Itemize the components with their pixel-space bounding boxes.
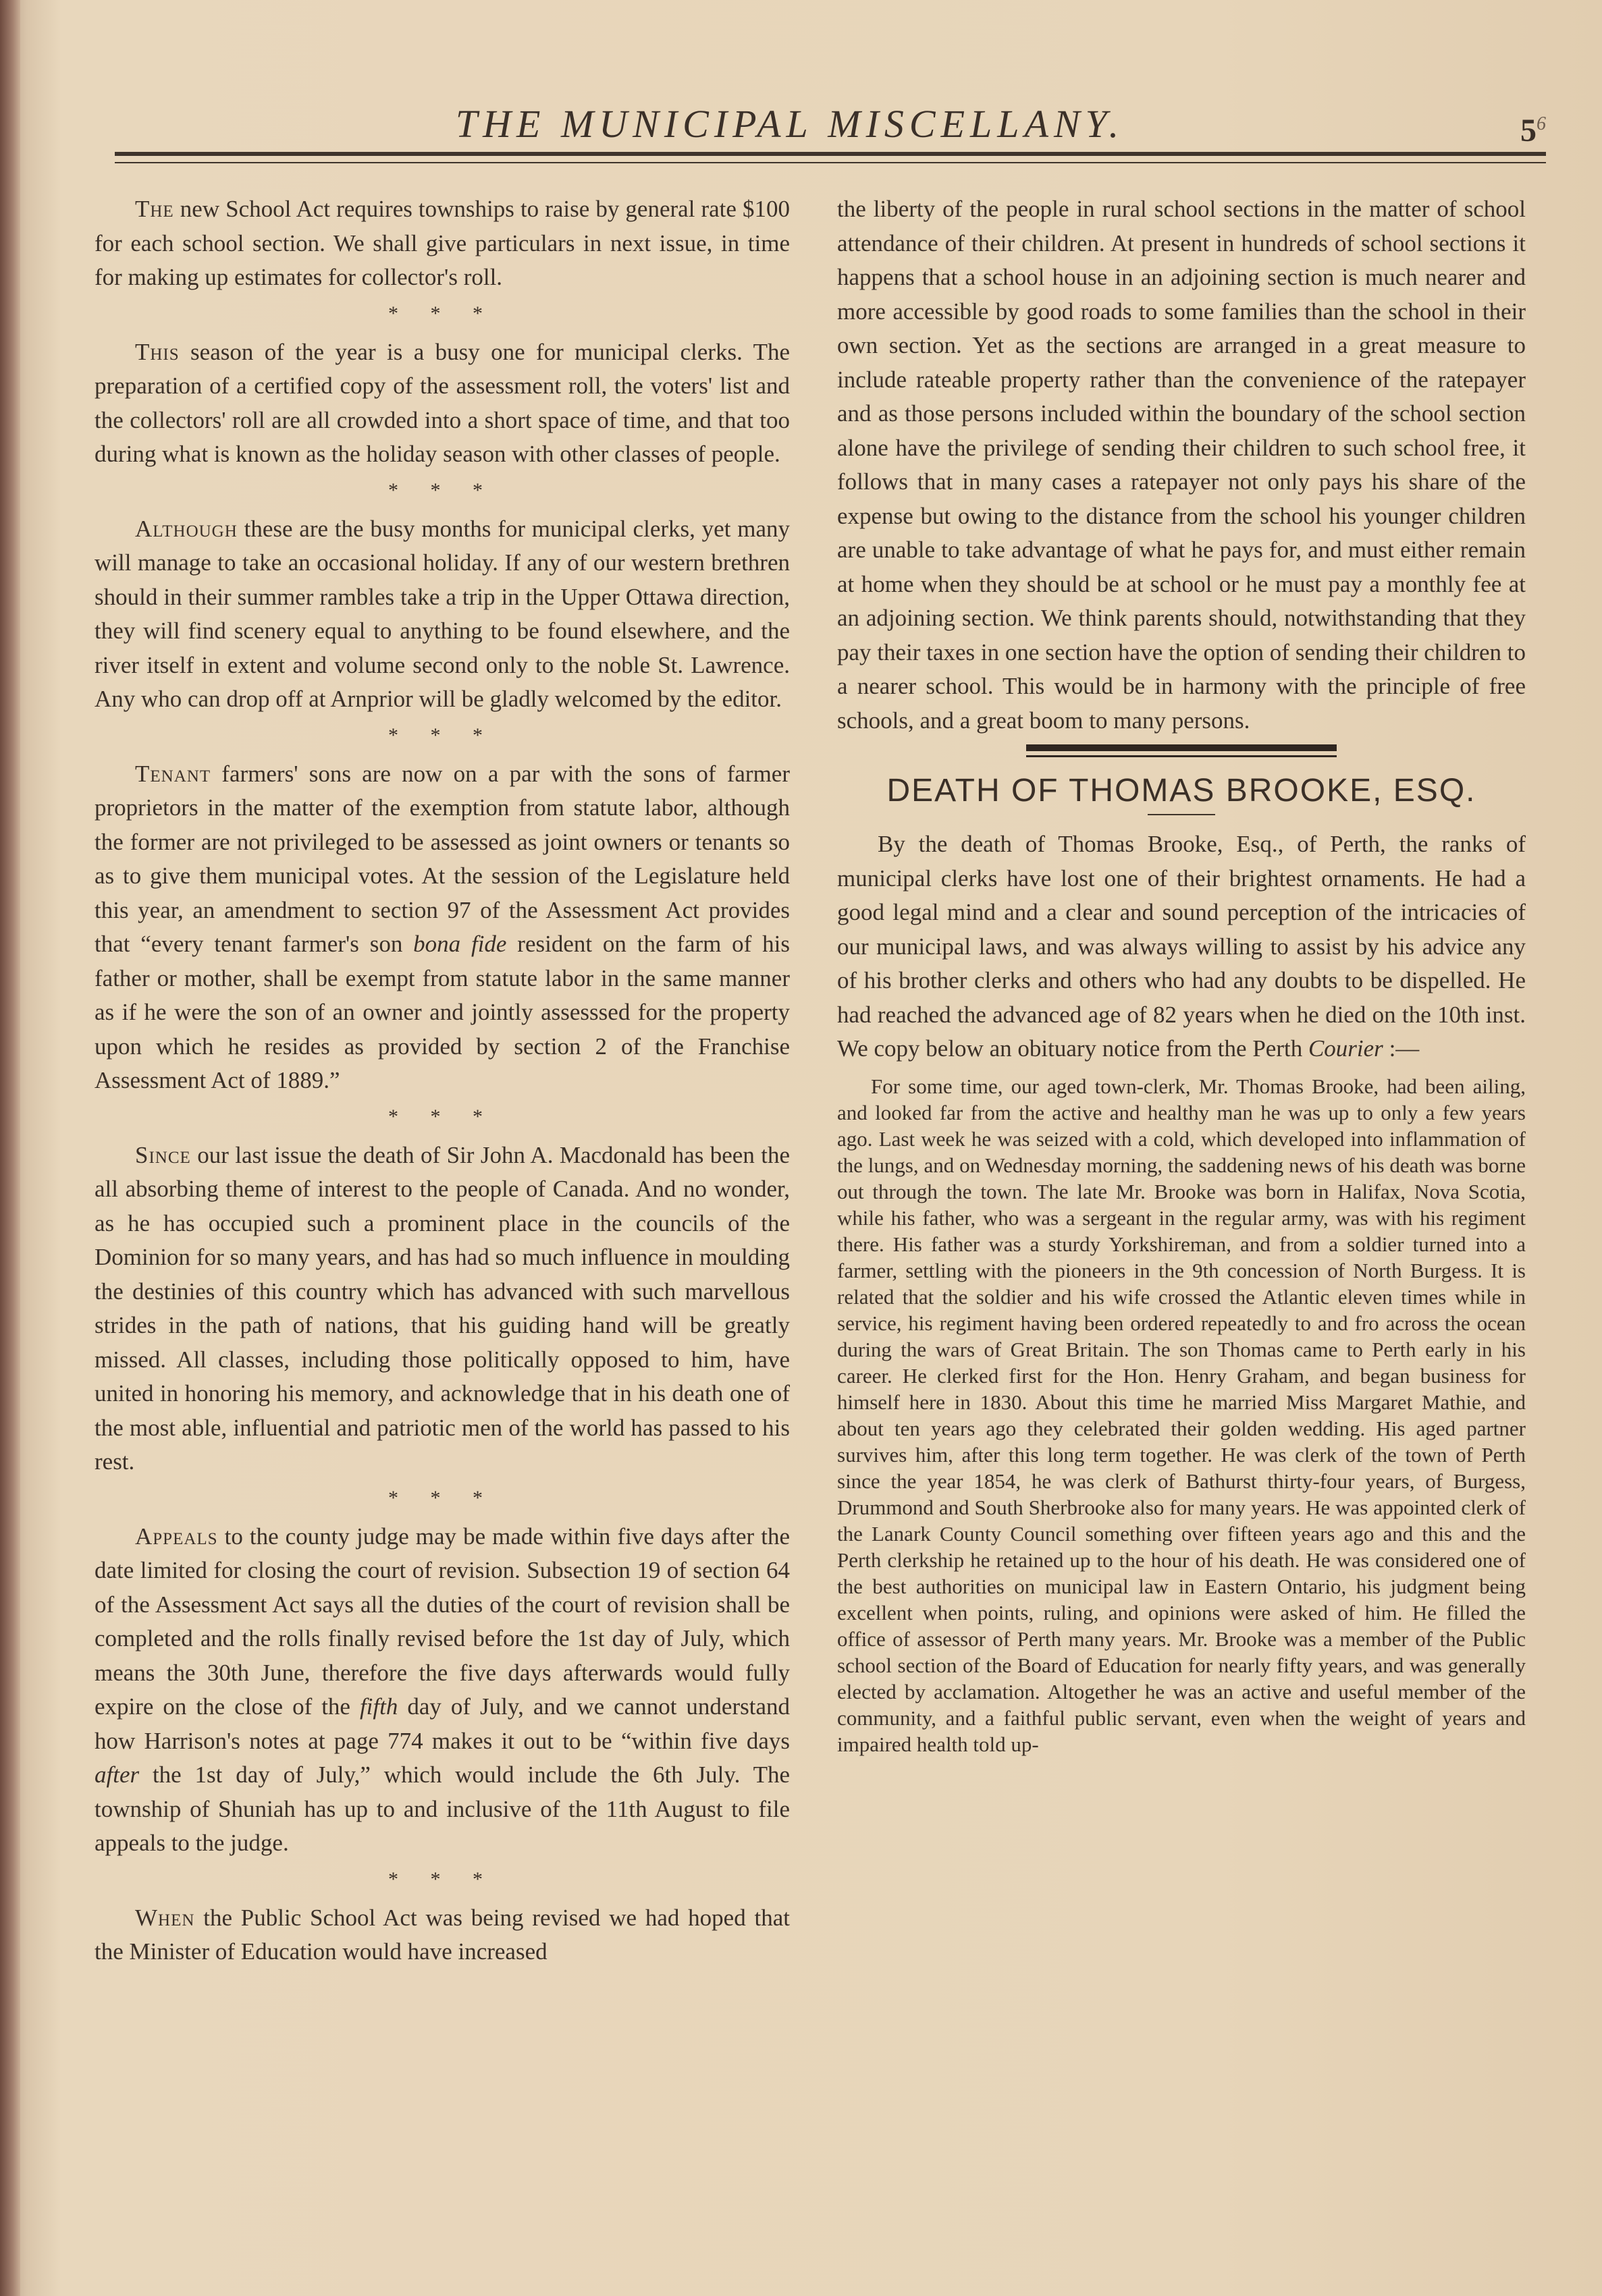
paragraph-tenant-farmers: Tenant farmers' sons are now on a par with the sons of farmer proprietors in the matter of the exemption from statute labor, although the former are not privileged to be assessed as joint owners or tenants so as to give them municipal votes. At the session of the Legislature held this year, an amendment to section 97 of the Assessment Act provides that “every tenant farmer's son bona fide resident on the farm of his father or mother, shall be exempt from statute labor in the same manner as if he were the son of an owner and jointly assesssed for the property upon which he resides as provided by section 2 of the Franchise Assessment Act of 1889.” [95,760,790,1093]
paragraph-busy-season: This season of the year is a busy one for municipal clerks. The preparation of a certified copy of the assessment roll, the voters' list and the collectors' roll are all crowded into a short space of time, and that too during what is known as the holiday season with other classes of people. [95,338,790,467]
page-header [115,101,1546,175]
page-number-printed: 5 [1520,113,1537,148]
section-separator: * * * [388,723,496,746]
section-separator: * * * [388,1867,496,1890]
paragraph-holiday: Although these are the busy months for municipal clerks, yet many will manage to take an occasional holiday. If any of our western brethren should in their summer rambles take a trip in the Upper Ottawa direction, they will find scenery equal to anything to be found elsewhere, and the river itself in extent and volume second only to the noble St. Lawrence. Any who can drop off at Arnprior will be gladly welcomed by the editor. [95,515,790,712]
running-title: THE MUNICIPAL MISCELLANY. [455,102,1125,146]
heading-rule [1148,814,1215,815]
page-number [1520,112,1546,149]
section-separator: * * * [388,302,496,325]
article-separator-thick [1026,744,1337,751]
paragraph-continued: the liberty of the people in rural school sections in the matter of school attendance of their children. At present in hundreds of school sections it happens that a school house in an adjoining section is much nearer and more accessible by good roads to some families than the school in their own section. Yet as the sections are arranged in a great measure to include rateable property rather than the convenience of the ratepayer and as those persons included within the boundary of the school section alone have the privilege of sending their children to such school free, it follows that in many cases a ratepayer not only pays his share of the expense but owing to the distance from the school his younger children are unable to take advantage of what he pays for, and must either remain at home when they should be at school or he must pay a monthly fee at an adjoining section. We think parents should, notwithstanding that they pay their taxes in one section have the option of sending their children to a nearer school. This would be in harmony with the principle of free schools, and a great boom to many persons. [837,196,1526,734]
section-separator: * * * [388,1486,496,1509]
header-rule-thin [115,162,1546,163]
book-spine [0,0,20,2296]
paragraph-macdonald: Since our last issue the death of Sir John A. Macdonald has been the all absorbing theme of interest to the people of Canada. And no wonder, as he has occupied such a prominent place in the councils of the Dominion for so many years, and has had so much influence in moulding the destinies of this country which has advanced with such marvellous strides in the path of nations, that his guiding hand will be greatly missed. All classes, including those politically opposed to him, have united in honoring his memory, and acknowledge that in his death one of the most able, influential and patriotic men of the world has passed to his rest. [95,1141,790,1475]
left-column [95,192,790,1976]
handwritten-page-number: 6 [1537,113,1546,134]
paragraph-appeals: Appeals to the county judge may be made within five days after the date limited for closing the court of revision. Subsection 19 of section 64 of the Assessment Act says all the duties of the court of revision shall be completed and the rolls finally revised before the 1st day of July, which means the 30th June, therefore the five days afterwards would fully expire on the close of the fifth day of July, and we cannot understand how Harrison's notes at page 774 makes it out to be “within five days after the 1st day of July,” which would include the 6th July. The township of Shuniah has up to and inclusive of the 11th August to file appeals to the judge. [95,1523,790,1856]
header-rule-thick [115,152,1546,156]
paragraph-school-act: The new School Act requires townships to raise by general rate $100 for each school section. We shall give particulars in next issue, in time for making up estimates for collector's roll. [95,196,790,290]
section-separator: * * * [388,1105,496,1128]
paragraph-public-school-act: When the Public School Act was being revised we had hoped that the Minister of Education would have increased [95,1904,790,1965]
right-column [837,192,1526,1757]
section-separator: * * * [388,479,496,501]
article-heading: DEATH OF THOMAS BROOKE, ESQ. [886,773,1476,809]
paragraph-death-intro: By the death of Thomas Brooke, Esq., of Perth, the ranks of municipal clerks have lost one of their brightest ornaments. He had a good legal mind and a clear and sound perception of the intricacies of our municipal laws, and was always willing to assist by his advice any of his brother clerks and others who had any doubts to be dispelled. He had reached the advanced age of 82 years when he died on the 10th inst. We copy below an obituary notice from the Perth Courier :— [837,831,1526,1062]
obituary-quote: For some time, our aged town-clerk, Mr. Thomas Brooke, had been ailing, and looked far from the active and healthy man he was up to only a few years ago. Last week he was seized with a cold, which developed into inflammation of the lungs, and on Wednesday morning, the saddening news of his death was borne out through the town. The late Mr. Brooke was born in Halifax, Nova Scotia, while his father, who was a sergeant in the regular army, was with his regiment there. His father was a sturdy Yorkshireman, and from a soldier turned into a farmer, settling with the pioneers in the 9th concession of North Burgess. It is related that the soldier and his wife crossed the Atlantic eleven times while in service, his regiment having been ordered repeatedly to and fro across the ocean during the wars of Great Britain. The son Thomas came to Perth early in his career. He clerked first for the Hon. Henry Graham, and began business for himself here in 1830. About this time he married Miss Margaret Mathie, and about ten years ago they celebrated their golden wedding. His aged partner survives him, after this long term together. He was clerk of the town of Perth since the year 1854, he was clerk of Bathurst thirty-four years, of Burgess, Drummond and South Sherbrooke also for many years. He was appointed clerk of the Lanark County Council something over fifteen years ago and this and the Perth clerkship he retained up to the hour of his death. He was considered one of the best authorities on municipal law in Eastern Ontario, his judgment being excellent when points, ruling, and opinions were asked of him. He filled the office of assessor of Perth many years. Mr. Brooke was a member of the Public school section of the Board of Education for nearly fifty years, and was generally elected by acclamation. Altogether he was an active and useful member of the community, and a faithful public servant, even when the weight of years and impaired health told up- [837,1074,1526,1756]
article-separator-thin [1026,755,1337,757]
